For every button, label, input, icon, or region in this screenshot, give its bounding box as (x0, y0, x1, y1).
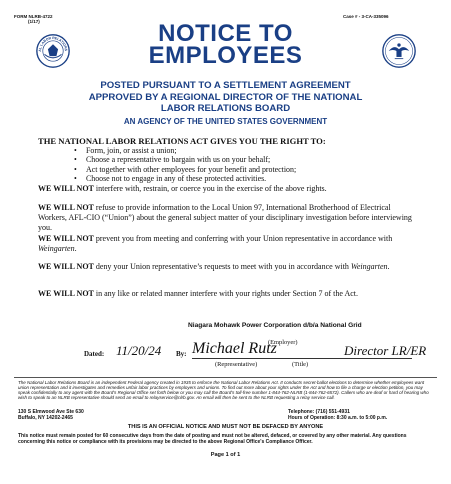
commitment-paragraph (38, 234, 416, 254)
phone-line: Telephone: (716) 551-4931 (288, 409, 350, 415)
commitment-text: interfere with, restrain, or coerce you in the exercise of the above rights. (93, 184, 327, 193)
posted-statement (0, 80, 451, 115)
commitment-paragraph (38, 262, 416, 272)
rights-heading: THE NATIONAL LABOR RELATIONS ACT GIVES YOU THE RIGHT TO: (38, 136, 326, 146)
commitment-lead: WE WILL NOT (38, 203, 94, 212)
rights-list-item: • Form, join, or assist a union; (74, 146, 296, 155)
commitment-lead: WE WILL NOT (38, 184, 94, 193)
notice-title-line1: NOTICE TO (158, 20, 293, 47)
regional-office-contact (288, 409, 387, 421)
rights-list-item: • Act together with other employees for your benefit and protection; (74, 165, 296, 174)
by-label: By: (176, 350, 187, 358)
commitment-text: in any like or related manner interfere with your rights under Section 7 of the Act. (93, 289, 359, 298)
commitment-case-ref: Weingarten (38, 244, 75, 253)
regional-office-address (18, 409, 84, 421)
dated-value: 11/20/24 (116, 343, 162, 358)
commitment-text: refuse to provide information to the Local Union 97, International Brotherhood of Electrical Workers, AFL-CIO (“Union”) about the general subject matter of your disciplinary investigation before interviewing you. (38, 203, 412, 232)
address-line1: 130 S Elmwood Ave Ste 630 (18, 409, 84, 415)
title-caption: (Title) (292, 361, 309, 368)
notice-title-line2: EMPLOYEES (148, 42, 303, 69)
posted-line2: APPROVED BY A REGIONAL DIRECTOR OF THE NATIONAL (88, 91, 363, 103)
representative-title: Director LR/ER (344, 343, 427, 358)
commitment-lead: WE WILL NOT (38, 262, 94, 271)
form-number-text: FORM NLRB-4722 (14, 14, 53, 19)
rights-list (74, 146, 296, 184)
address-line2: Buffalo, NY 14202-2465 (18, 415, 73, 421)
hours-line: Hours of Operation: 8:30 a.m. to 5:00 p.m. (288, 415, 388, 421)
representative-caption: (Representative) (215, 361, 258, 368)
dated-label: Dated: (84, 350, 105, 358)
page-number: Page 1 of 1 (210, 452, 241, 458)
seal-arc-text: AL LABOR RELATIONS (38, 36, 68, 52)
commitment-paragraph (38, 289, 416, 299)
employer-caption: (Employer) (268, 339, 298, 346)
commitment-paragraph (38, 184, 416, 194)
case-number: Case # - 3-CA-335096 (343, 14, 389, 19)
commitment-text: deny your Union representative’s requests to meet with you in accordance with (93, 262, 351, 271)
form-number-sub: (1/17) (28, 19, 40, 24)
commitment-end: . (387, 262, 390, 271)
section-divider (14, 377, 437, 378)
official-notice-line: THIS IS AN OFFICIAL NOTICE AND MUST NOT BE DEFACED BY ANYONE (127, 424, 324, 430)
employer-name: Niagara Mohawk Power Corporation d/b/a National Grid (188, 322, 362, 329)
commitment-case-ref: Weingarten (350, 262, 388, 271)
signature-line (192, 358, 412, 359)
board-info-fine-print: The National Labor Relations Board is an independent Federal agency created in 1935 to enforce the National Labor Relations Act. It conducts secret-ballot elections to determine whether employees want union representation and it investigates and remedies unfair labor practices by employers and unions. To find out more about your rights under the Act and how to file a charge or election petition, you may speak confidentially to any agent with the Board's Regional Office set forth below or you may call the Board's toll-free number 1-844-762-NLRB (1-844-762-6572). Callers who are deaf or hard of hearing who wish to speak to an NLRB representative should send an email to relayservice@nlrb.gov. An email will then be sent to the NLRB requesting a relay service call. (18, 380, 429, 400)
agency-line: AN AGENCY OF THE UNITED STATES GOVERNMENT (123, 117, 328, 126)
posting-requirement-text: This notice must remain posted for 60 consecutive days from the date of posting and must not be altered, defaced, or covered by any other material. Any questions concerning this notice or compliance with its provisions may be directed to the above Regional Office's Compliance Officer. (18, 433, 407, 445)
commitment-paragraph (38, 203, 416, 233)
posted-line3: LABOR RELATIONS BOARD (160, 103, 291, 114)
commitment-text: prevent you from meeting and conferring with your Union representative in accordance with (93, 234, 393, 243)
commitment-lead: WE WILL NOT (38, 234, 94, 243)
representative-signature: Michael Rutz (192, 340, 277, 357)
posted-line1: POSTED PURSUANT TO A SETTLEMENT AGREEMENT (100, 80, 351, 91)
rights-list-item: • Choose a representative to bargain with us on your behalf; (74, 155, 296, 164)
rights-list-item: • Choose not to engage in any of these protected activities. (74, 174, 296, 183)
commitment-lead: WE WILL NOT (38, 289, 94, 298)
commitment-end: . (74, 244, 77, 253)
